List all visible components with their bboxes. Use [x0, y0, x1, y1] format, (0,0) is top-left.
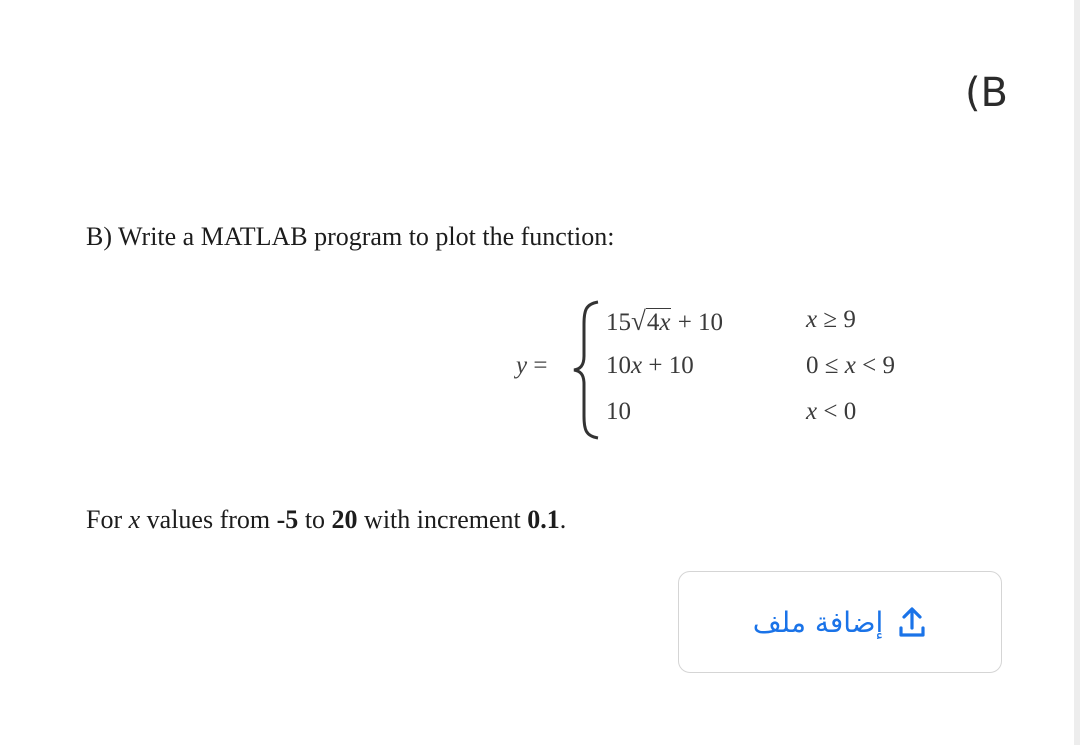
case-1-constant: + 10 [671, 309, 724, 336]
case-3-cond-post: < 0 [817, 398, 857, 425]
case-1-condition [806, 306, 856, 334]
case-2-condition [806, 352, 895, 380]
question-heading: (B [964, 70, 1008, 116]
case-3-cond-var: x [806, 398, 818, 425]
case-2-cond-pre: 0 ≤ [806, 352, 845, 379]
lhs-variable: y [516, 352, 528, 379]
case-2-cond-post: < 9 [855, 352, 895, 379]
note-text: . [559, 505, 567, 534]
note-variable: x [128, 505, 141, 534]
sqrt-sign: √ [631, 306, 646, 336]
case-2-coefficient: 10 [606, 352, 631, 379]
case-2-constant: + 10 [642, 352, 694, 379]
radicand-number: 4 [646, 309, 660, 336]
piecewise-brace [572, 300, 602, 440]
case-2-expression [606, 352, 694, 380]
add-file-button[interactable] [678, 571, 1002, 673]
case-1-expression [606, 306, 723, 337]
note-increment-value: 0.1 [527, 505, 560, 534]
case-1-cond-var: x [806, 306, 818, 333]
case-1-coefficient: 15 [606, 309, 631, 336]
case-3-condition [806, 398, 856, 426]
note-text: For [86, 505, 129, 534]
lhs-equals: = [533, 352, 548, 379]
radicand-variable: x [659, 309, 671, 336]
equation-lhs [516, 352, 547, 380]
case-3-expression: 10 [606, 398, 631, 425]
note-to-value: 20 [331, 505, 358, 534]
case-2-cond-var: x [844, 352, 856, 379]
sqrt-radicand [646, 308, 672, 336]
note-from-value: -5 [276, 505, 299, 534]
scroll-edge [1074, 0, 1080, 745]
case-1-cond-rest: ≥ 9 [817, 306, 856, 333]
case-2-variable: x [631, 352, 643, 379]
add-file-label: إضافة ملف [752, 605, 884, 639]
upload-icon [897, 606, 927, 638]
note-text: with increment [357, 505, 528, 534]
question-prompt: B) Write a MATLAB program to plot the function: [86, 222, 615, 251]
range-note [86, 505, 566, 535]
note-text: values from [140, 505, 277, 534]
note-text: to [298, 505, 332, 534]
